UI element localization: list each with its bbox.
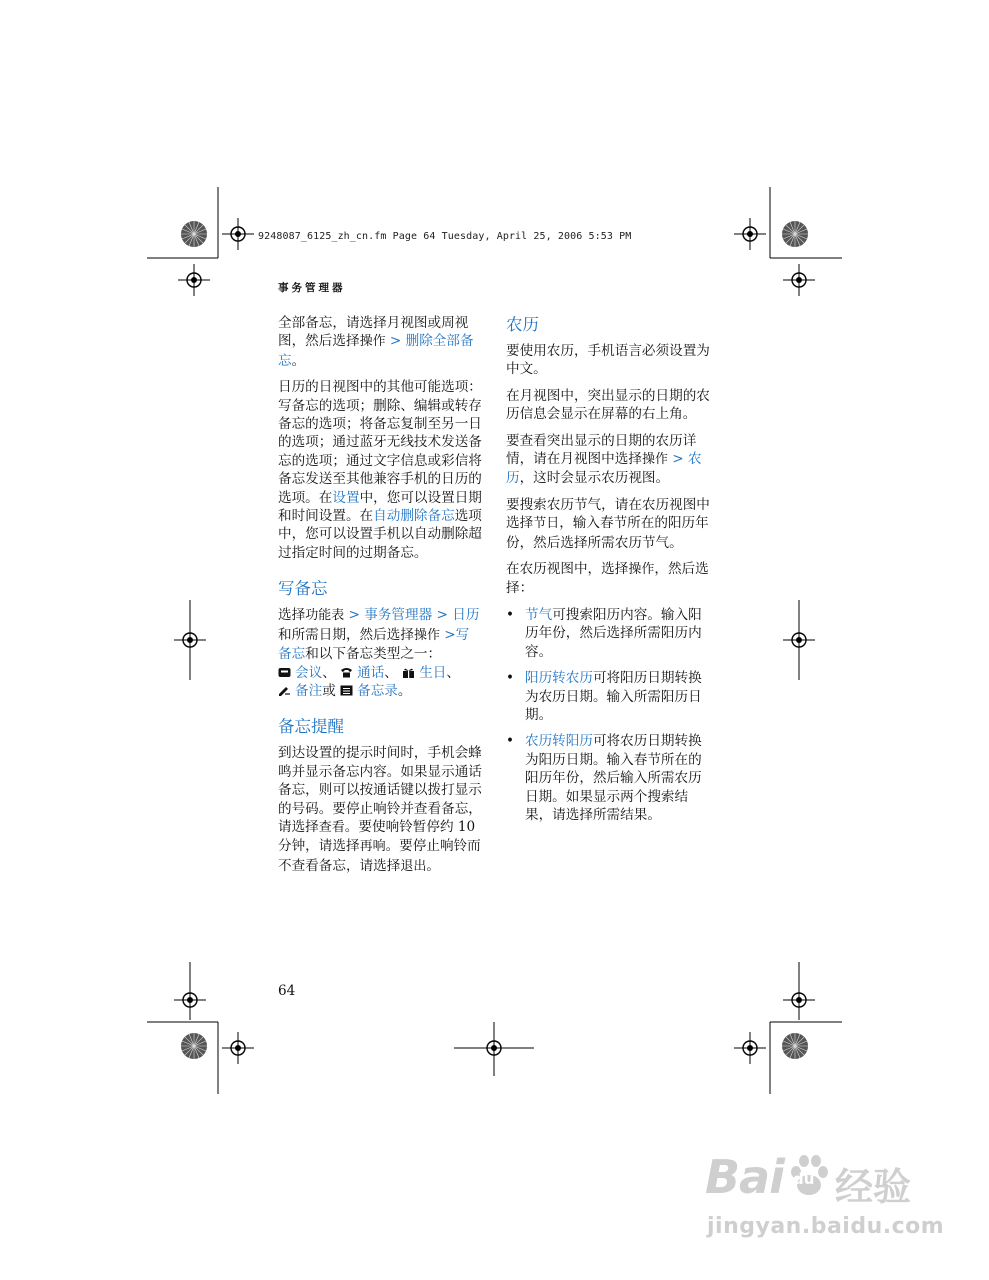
list-item: • 阳历转农历可将阳历日期转换为农历日期。输入所需阳历日期。 — [506, 670, 702, 723]
right-column — [506, 314, 712, 832]
watermark-brand-du: du — [793, 1170, 815, 1188]
paragraph-lunar-month-view: 在月视图中，突出显示的日期的农历信息会显示在屏幕的右上角。 — [506, 387, 710, 423]
memo-icon — [278, 685, 291, 696]
list-item: • 农历转阳历可将农历日期转换为阳历日期。输入春节所在的阳历年份，然后输入所需农历日期。如果显示两个搜索结果，请选择所需结果。 — [506, 733, 702, 823]
section-title: 事务管理器 — [278, 282, 346, 294]
watermark-cn: 经验 — [835, 1165, 912, 1209]
call-icon — [340, 667, 353, 678]
heading-write-note: 写备忘 — [278, 579, 328, 599]
watermark — [705, 1150, 945, 1250]
watermark-brand: Bai — [705, 1150, 784, 1204]
heading-note-alarm: 备忘提醒 — [278, 717, 344, 737]
paragraph-lunar-language: 要使用农历，手机语言必须设置为中文。 — [506, 343, 710, 378]
meeting-icon — [278, 667, 291, 678]
paragraph-lunar-details: 要查看突出显示的日期的农历详情，请在月视图中选择操作 > 农历，这时会显示农历视图。 — [506, 432, 702, 487]
paragraph-delete-all: 全部备忘，请选择月视图或周视图，然后选择操作 > 删除全部备忘。 — [278, 315, 474, 369]
watermark-url: jingyan.baidu.com — [707, 1214, 945, 1239]
link-lunar: 农历 — [506, 451, 702, 487]
link-delete-all-notes: 删除全部备忘 — [278, 333, 474, 369]
birthday-icon — [402, 667, 415, 678]
paragraph-write-note: 选择功能表 > 事务管理器 > 日历和所需日期，然后选择操作 >写备忘和以下备忘类型之一： 会议、 通话、 生日、 备注或 备忘录。 — [278, 607, 480, 699]
list-item: • 节气可搜索阳历内容。输入阳历年份，然后选择所需阳历内容。 — [506, 606, 702, 660]
page-number: 64 — [278, 983, 296, 999]
left-column — [278, 314, 482, 884]
paragraph-note-alarm: 到达设置的提示时间时，手机会蜂鸣并显示备忘内容。如果显示通话备忘，则可以按通话键以拨打显示的号码。要停止响铃并查看备忘，请选择查看。要使响铃暂停约 10 分钟，请选择再响。要停止响铃而不查看备忘，请选择退出。 — [278, 745, 482, 874]
heading-lunar-calendar: 农历 — [506, 315, 539, 334]
paragraph-lunar-festival: 要搜索农历节气，请在农历视图中选择节日，输入春节所在的阳历年份，然后选择所需农历节气。 — [506, 496, 710, 551]
paragraph-day-view-options: 日历的日视图中的其他可能选项：写备忘的选项；删除、编辑或转存备忘的选项；将备忘复制至另一日的选项；通过蓝牙无线技术发送备忘的选项；通过文字信息或彩信将备忘发送至其他兼容手机的日历的选项。在设置中，您可以设置日期和时间设置。在自动删除备忘选项中，您可以设置手机以自动删除超过指定时间的过期备忘。 — [278, 379, 482, 561]
reminder-icon — [340, 685, 353, 696]
link-auto-delete: 自动删除备忘 — [373, 508, 455, 525]
paragraph-lunar-options: 在农历视图中，选择操作，然后选择： — [506, 561, 709, 597]
print-header: 9248087_6125_zh_cn.fm Page 64 Tuesday, April 25, 2006 5:53 PM — [258, 231, 632, 242]
link-settings: 设置 — [332, 489, 360, 506]
